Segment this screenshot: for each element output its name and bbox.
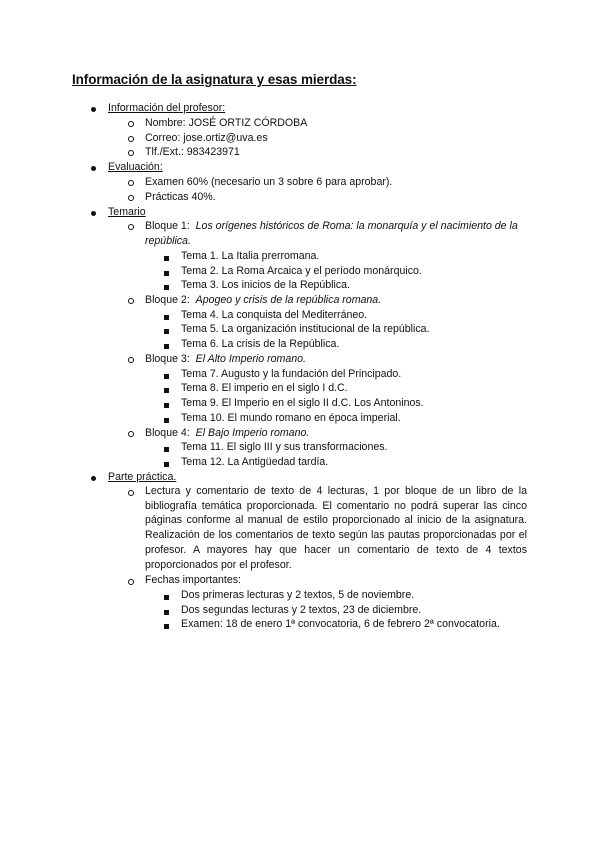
circle-bullet-icon xyxy=(128,487,134,502)
bullet-icon xyxy=(91,207,96,222)
circle-bullet-icon xyxy=(128,576,134,591)
evaluacion-heading: Evaluación: xyxy=(108,161,163,173)
circle-bullet-icon xyxy=(128,295,134,310)
square-bullet-icon xyxy=(164,606,169,621)
tema-item: Tema 2. La Roma Arcaica y el período monárquico. xyxy=(181,265,422,277)
tema-item: Tema 12. La Antigüedad tardía. xyxy=(181,456,329,468)
evaluacion-practicas: Prácticas 40%. xyxy=(145,191,216,203)
tema-item: Tema 7. Augusto y la fundación del Principado. xyxy=(181,368,402,380)
temario-heading: Temario xyxy=(108,206,146,218)
tema-item: Tema 10. El mundo romano en época imperial. xyxy=(181,412,401,424)
evaluacion-examen: Examen 60% (necesario un 3 sobre 6 para aprobar). xyxy=(145,176,393,188)
fecha-item: Examen: 18 de enero 1ª convocatoria, 6 de febrero 2ª convocatoria. xyxy=(181,618,500,630)
square-bullet-icon xyxy=(164,620,169,635)
bloque-3-label: Bloque 3: xyxy=(145,353,190,365)
square-bullet-icon xyxy=(164,252,169,267)
bloque-3 xyxy=(145,352,306,367)
page-title: Información de la asignatura y esas mierdas: xyxy=(72,72,357,87)
bloque-4 xyxy=(145,426,309,441)
bloque-2-title: Apogeo y crisis de la república romana. xyxy=(195,294,382,306)
bloque-1-label: Bloque 1: xyxy=(145,220,190,232)
circle-bullet-icon xyxy=(128,221,134,236)
square-bullet-icon xyxy=(164,325,169,340)
tema-item: Tema 11. El siglo III y sus transformaciones. xyxy=(181,441,388,453)
circle-bullet-icon xyxy=(128,177,134,192)
square-bullet-icon xyxy=(164,370,169,385)
bullet-icon xyxy=(91,162,96,177)
square-bullet-icon xyxy=(164,399,169,414)
bloque-1 xyxy=(145,219,530,248)
profesor-nombre: Nombre: JOSÉ ORTIZ CÓRDOBA xyxy=(145,117,308,129)
bloque-2 xyxy=(145,293,381,308)
tema-item: Tema 6. La crisis de la República. xyxy=(181,338,340,350)
tema-item: Tema 8. El imperio en el siglo I d.C. xyxy=(181,382,348,394)
practica-heading: Parte práctica. xyxy=(108,471,177,483)
fecha-item: Dos segundas lecturas y 2 textos, 23 de diciembre. xyxy=(181,604,422,616)
circle-bullet-icon xyxy=(128,428,134,443)
square-bullet-icon xyxy=(164,591,169,606)
bloque-4-label: Bloque 4: xyxy=(145,427,190,439)
square-bullet-icon xyxy=(164,311,169,326)
tema-item: Tema 5. La organización institucional de la república. xyxy=(181,323,430,335)
bloque-4-title: El Bajo Imperio romano. xyxy=(195,427,310,439)
bullet-icon xyxy=(91,103,96,118)
bloque-1-title: Los orígenes históricos de Roma: la monarquía y el nacimiento de la república. xyxy=(145,220,518,247)
practica-descripcion: Lectura y comentario de texto de 4 lecturas, 1 por bloque de un libro de la bibliografía temática proporcionada. El comentario no podrá superar las cinco páginas conforme al manual de estilo proporcionado al inicio de la asignatura. Realización de los comentarios de texto según las pautas proporcionadas por el profesor. A mayores hay que hacer un comentario de texto de 4 textos proporcionados por el profesor. xyxy=(145,485,527,571)
circle-bullet-icon xyxy=(128,118,134,133)
bloque-2-label: Bloque 2: xyxy=(145,294,190,306)
profesor-correo: Correo: jose.ortiz@uva.es xyxy=(145,132,268,144)
tema-item: Tema 3. Los inicios de la República. xyxy=(181,279,351,291)
tema-item: Tema 9. El Imperio en el siglo II d.C. Los Antoninos. xyxy=(181,397,424,409)
profesor-telefono: Tlf./Ext.: 983423971 xyxy=(145,146,240,158)
profesor-heading: Información del profesor: xyxy=(108,102,226,114)
circle-bullet-icon xyxy=(128,133,134,148)
square-bullet-icon xyxy=(164,384,169,399)
fechas-heading: Fechas importantes: xyxy=(145,574,241,586)
tema-item: Tema 1. La Italia prerromana. xyxy=(181,250,320,262)
square-bullet-icon xyxy=(164,267,169,282)
bloque-3-title: El Alto Imperio romano. xyxy=(195,353,306,365)
circle-bullet-icon xyxy=(128,354,134,369)
fecha-item: Dos primeras lecturas y 2 textos, 5 de noviembre. xyxy=(181,589,415,601)
square-bullet-icon xyxy=(164,443,169,458)
tema-item: Tema 4. La conquista del Mediterráneo. xyxy=(181,309,368,321)
bullet-icon xyxy=(91,472,96,487)
